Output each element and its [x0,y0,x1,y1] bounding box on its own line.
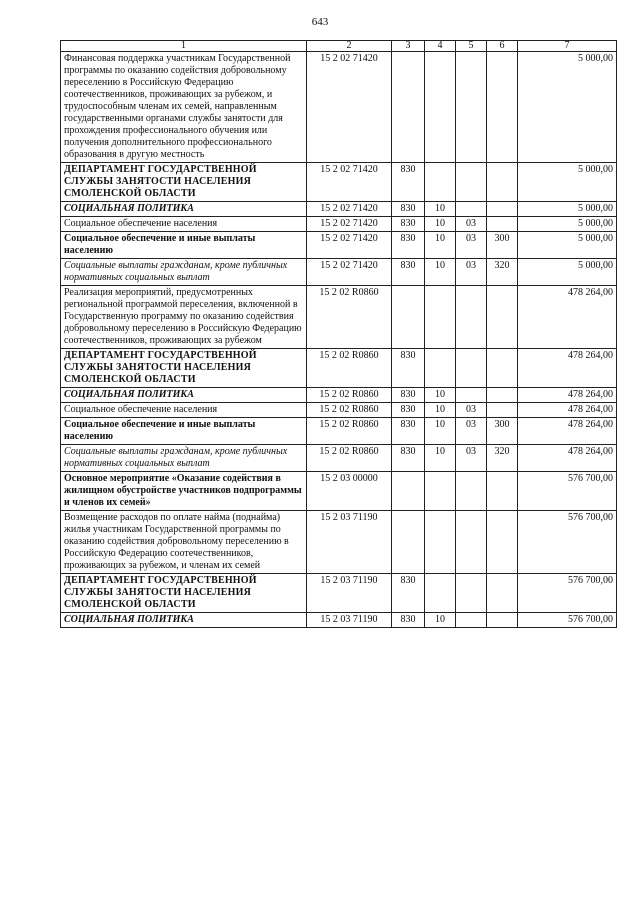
row-target-code: 15 2 03 71190 [307,511,392,574]
row-amount: 478 264,00 [518,403,617,418]
row-expense-type-code [487,163,518,202]
row-target-code: 15 2 02 R0860 [307,349,392,388]
table-row [61,217,617,232]
table-row [61,511,617,574]
row-expense-type-code [487,349,518,388]
row-amount: 478 264,00 [518,388,617,403]
row-section-code [425,472,456,511]
row-target-code: 15 2 02 71420 [307,163,392,202]
row-name: СОЦИАЛЬНАЯ ПОЛИТИКА [61,388,307,403]
row-amount: 5 000,00 [518,232,617,259]
row-expense-type-code [487,388,518,403]
row-target-code: 15 2 02 71420 [307,202,392,217]
row-name: ДЕПАРТАМЕНТ ГОСУДАРСТВЕННОЙ СЛУЖБЫ ЗАНЯТОСТИ НАСЕЛЕНИЯ СМОЛЕНСКОЙ ОБЛАСТИ [61,349,307,388]
row-ministry-code: 830 [392,613,425,628]
row-ministry-code: 830 [392,163,425,202]
row-name: Финансовая поддержка участникам Государственной программы по оказанию содействия добровольному переселению в Российскую Федерацию соотечественников, проживающих за рубежом, и трудоспособным членам их семей, направленным государственными органами службы занятости для прохождения профессионального обучения или получения дополнительного профессионального образования в другую местность [61,52,307,163]
row-amount: 5 000,00 [518,259,617,286]
row-section-code: 10 [425,232,456,259]
row-amount: 576 700,00 [518,613,617,628]
row-amount: 478 264,00 [518,445,617,472]
row-subsection-code [456,163,487,202]
row-expense-type-code [487,217,518,232]
row-target-code: 15 2 02 71420 [307,232,392,259]
row-expense-type-code [487,574,518,613]
row-target-code: 15 2 03 71190 [307,574,392,613]
row-expense-type-code [487,403,518,418]
row-expense-type-code [487,472,518,511]
table-row [61,286,617,349]
row-amount: 478 264,00 [518,418,617,445]
row-name: Социальное обеспечение населения [61,403,307,418]
table-row [61,202,617,217]
table-row [61,418,617,445]
row-target-code: 15 2 03 71190 [307,613,392,628]
page-number: 643 [311,16,329,28]
row-ministry-code: 830 [392,388,425,403]
table-row [61,52,617,163]
row-ministry-code: 830 [392,259,425,286]
row-amount: 5 000,00 [518,163,617,202]
row-ministry-code [392,472,425,511]
row-section-code: 10 [425,403,456,418]
row-section-code: 10 [425,217,456,232]
row-expense-type-code: 320 [487,259,518,286]
row-expense-type-code: 300 [487,418,518,445]
row-amount: 5 000,00 [518,202,617,217]
row-subsection-code: 03 [456,217,487,232]
row-name: Возмещение расходов по оплате найма (поднайма) жилья участникам Государственной программы по оказанию содействия добровольному переселению в Российскую Федерацию соотечественников, проживающих за рубежом, и членам их семей [61,511,307,574]
table-row [61,259,617,286]
row-expense-type-code [487,286,518,349]
row-target-code: 15 2 02 R0860 [307,445,392,472]
row-amount: 576 700,00 [518,472,617,511]
row-ministry-code: 830 [392,574,425,613]
row-ministry-code [392,511,425,574]
row-name: Социальное обеспечение населения [61,217,307,232]
row-subsection-code: 03 [456,259,487,286]
row-ministry-code: 830 [392,202,425,217]
table-row [61,472,617,511]
row-section-code: 10 [425,388,456,403]
row-section-code: 10 [425,418,456,445]
row-ministry-code: 830 [392,217,425,232]
row-subsection-code [456,472,487,511]
table-row [61,403,617,418]
row-amount: 576 700,00 [518,574,617,613]
row-expense-type-code [487,613,518,628]
table-row [61,445,617,472]
table-row [61,613,617,628]
row-name: Социальные выплаты гражданам, кроме публичных нормативных социальных выплат [61,259,307,286]
row-amount: 5 000,00 [518,217,617,232]
row-target-code: 15 2 02 71420 [307,217,392,232]
row-subsection-code [456,202,487,217]
column-header-5: 5 [456,41,487,52]
row-amount: 5 000,00 [518,52,617,163]
row-subsection-code [456,349,487,388]
column-header-2: 2 [307,41,392,52]
row-subsection-code [456,52,487,163]
budget-table-body [61,41,617,628]
row-section-code [425,286,456,349]
row-subsection-code: 03 [456,418,487,445]
row-section-code [425,349,456,388]
table-row [61,388,617,403]
row-section-code [425,52,456,163]
row-ministry-code: 830 [392,349,425,388]
row-target-code: 15 2 03 00000 [307,472,392,511]
row-name: СОЦИАЛЬНАЯ ПОЛИТИКА [61,202,307,217]
row-expense-type-code: 320 [487,445,518,472]
row-target-code: 15 2 02 71420 [307,259,392,286]
row-section-code [425,511,456,574]
row-subsection-code [456,574,487,613]
row-section-code: 10 [425,259,456,286]
row-subsection-code [456,286,487,349]
row-name: ДЕПАРТАМЕНТ ГОСУДАРСТВЕННОЙ СЛУЖБЫ ЗАНЯТОСТИ НАСЕЛЕНИЯ СМОЛЕНСКОЙ ОБЛАСТИ [61,163,307,202]
row-section-code: 10 [425,613,456,628]
row-amount: 478 264,00 [518,349,617,388]
budget-table [60,40,617,628]
row-subsection-code [456,613,487,628]
row-expense-type-code: 300 [487,232,518,259]
column-header-4: 4 [425,41,456,52]
table-row [61,349,617,388]
row-target-code: 15 2 02 71420 [307,52,392,163]
row-amount: 478 264,00 [518,286,617,349]
table-row [61,163,617,202]
row-subsection-code: 03 [456,403,487,418]
row-target-code: 15 2 02 R0860 [307,418,392,445]
row-ministry-code: 830 [392,445,425,472]
row-name: СОЦИАЛЬНАЯ ПОЛИТИКА [61,613,307,628]
row-target-code: 15 2 02 R0860 [307,286,392,349]
row-name: Социальное обеспечение и иные выплаты населению [61,418,307,445]
row-expense-type-code [487,52,518,163]
table-row [61,232,617,259]
row-subsection-code [456,388,487,403]
column-header-6: 6 [487,41,518,52]
table-row [61,574,617,613]
row-name: Реализация мероприятий, предусмотренных региональной программой переселения, включенной в Государственную программу по оказанию содействия добровольному переселению в Российскую Федерацию соотечественников, проживающих за рубежом [61,286,307,349]
row-name: Социальные выплаты гражданам, кроме публичных нормативных социальных выплат [61,445,307,472]
row-ministry-code: 830 [392,418,425,445]
row-target-code: 15 2 02 R0860 [307,403,392,418]
column-header-7: 7 [518,41,617,52]
row-target-code: 15 2 02 R0860 [307,388,392,403]
row-subsection-code: 03 [456,445,487,472]
row-subsection-code [456,511,487,574]
row-section-code [425,163,456,202]
row-name: ДЕПАРТАМЕНТ ГОСУДАРСТВЕННОЙ СЛУЖБЫ ЗАНЯТОСТИ НАСЕЛЕНИЯ СМОЛЕНСКОЙ ОБЛАСТИ [61,574,307,613]
row-name: Основное мероприятие «Оказание содействия в жилищном обустройстве участников подпрограммы и членов их семей» [61,472,307,511]
row-amount: 576 700,00 [518,511,617,574]
column-header-1: 1 [61,41,307,52]
row-section-code [425,574,456,613]
row-ministry-code [392,52,425,163]
row-ministry-code: 830 [392,232,425,259]
row-section-code: 10 [425,445,456,472]
row-ministry-code: 830 [392,403,425,418]
row-name: Социальное обеспечение и иные выплаты населению [61,232,307,259]
table-header-row [61,41,617,52]
row-expense-type-code [487,202,518,217]
row-expense-type-code [487,511,518,574]
row-ministry-code [392,286,425,349]
column-header-3: 3 [392,41,425,52]
row-section-code: 10 [425,202,456,217]
row-subsection-code: 03 [456,232,487,259]
